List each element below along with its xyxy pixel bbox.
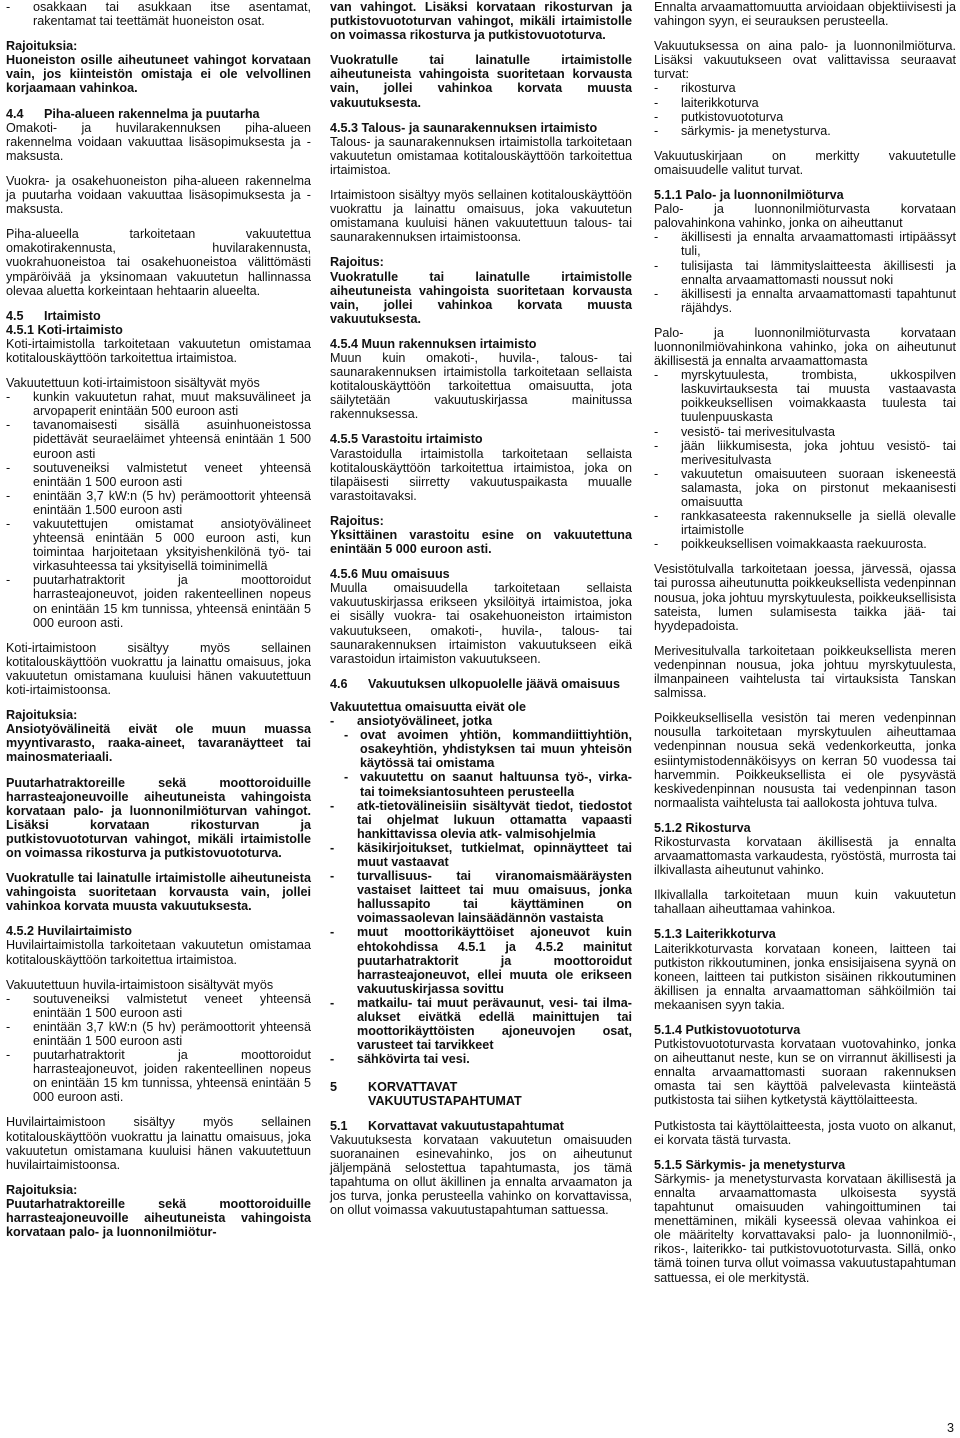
list-item: - jään liikkumisesta, joka johtuu vesistö- tai merivesitulvasta	[654, 438, 956, 467]
paragraph: Varastoidulla irtaimistolla tarkoitetaan sellaista kotitalouskäyttöön tarkoitettua irtaimistoa, joka on tilapäisesti siirretty vakuutuspaikasta muualle varastoitavaksi.	[330, 446, 632, 503]
list-item: - soutuveneiksi valmistetut veneet yhteensä enintään 1 500 euroon asti	[6, 460, 311, 489]
paragraph: Muun kuin omakoti-, huvila-, talous- tai saunarakennuksen irtaimistolla tarkoitetaan sellaista kotitalouskäyttöön tarkoitettua omaisuutta, jota säilytetään vakuutuskirjassa mainitussa rakennuksessa.	[330, 350, 632, 422]
intro-list	[6, 0, 311, 28]
restriction-label: Rajoitus:	[330, 513, 384, 528]
paragraph: Vakuutuksessa on aina palo- ja luonnonilmiöturva. Lisäksi vakuutukseen ovat valittavissa seuraavat turvat:	[654, 39, 956, 82]
list-item: - soutuveneiksi valmistetut veneet yhteensä enintään 1 500 euroon asti	[6, 991, 311, 1020]
paragraph: Ilkivallalla tarkoitetaan muun kuin vakuutetun tahallaan aiheuttamaa vahinkoa.	[654, 888, 956, 917]
paragraph: Rikosturvasta korvataan äkillisestä ja ennalta arvaamattomasta varkaudesta, ryöstöstä, murrosta tai ilkivallasta aiheutunut vahinko.	[654, 834, 956, 878]
restriction-text: Vuokratulle tai lainatulle irtaimistolle aiheutuneista vahingoista suoritetaan korvausta vain, jollei vahinkoa korvata muusta vakuutuksesta.	[330, 53, 632, 110]
bullet-list	[6, 992, 311, 1105]
restriction-text: Puutarhatraktoreille sekä moottoroiduille harrasteajoneuvoille aiheutuneista vahingoista korvataan palo- ja luonnonilmiötur-	[6, 1196, 311, 1240]
restriction-label: Rajoituksia:	[6, 1182, 78, 1197]
list-item: - turvallisuus- tai viranomaismääräysten vastaiset laitteet tai muu omaisuus, jonka hallussapito tai käyttäminen on voimassaolevan lainsäädännön vastaista	[330, 869, 632, 926]
list-item: - matkailu- tai muut perävaunut, vesi- tai ilma-alukset eivätkä edellä mainittujen tai moottorikäyttöisten ajoneuvojen osat, varusteet tai tarvikkeet	[330, 995, 632, 1053]
subsection-heading: 4.5.5 Varastoitu irtaimisto	[330, 432, 483, 447]
paragraph: Poikkeuksellisella vesistön tai meren vedenpinnan nousulla tarkoitetaan myrskytuulen aiheuttamaa vedenpinnan nousua sekä vedenkorkeutta, jonka esiintymistodennäköisyys on kerran 50 vuodessa tai harvemmin. Poikkeuksellista ei ole pysyvästä keskivedenpinnan noususta tai vedenpinnan tason normaalista vaihtelusta tai aallokosta johtuva tulva.	[654, 711, 956, 810]
list-intro: Vakuutettua omaisuutta eivät ole	[330, 699, 526, 714]
paragraph: Palo- ja luonnonilmiöturvasta korvataan luonnonilmiövahinkona vahinko, joka on aiheutunut äkillisestä ja ennalta arvaamattomasta	[654, 325, 956, 369]
subsection-heading: 5.1.3 Laiterikkoturva	[654, 927, 776, 942]
paragraph: Laiterikkoturvasta korvataan koneen, laitteen tai putkiston rikkoutuminen, jonka ensisijaisena syynä on koneen, laitteen tai putkiston sisäinen rikkoutuminen äkillisen ja ennalta arvaamattoman sähköilmiön tai mekaanisen syyn takia.	[654, 941, 956, 1012]
bullet-list	[654, 230, 956, 315]
list-item: - puutarhatraktorit ja moottoroidut harrasteajoneuvot, joiden rakenteellinen nopeus on enintään 15 km tunnissa, yhteensä enintään 5 000 euroon asti.	[6, 1048, 311, 1105]
section-heading: 4.4 Piha-alueen rakennelma ja puutarha	[6, 106, 260, 121]
paragraph: Vakuutuksesta korvataan vakuutetun omaisuuden suoranainen esinevahinko, jos on aiheutunut jäljempänä selostettua tapahtumasta, jos tämä tapahtuma on ollut äkillinen ja ennalta arvaamaton ja jos turva, jonka perusteella vahinko on korvattavissa, on ollut voimassa vakuutustapahtuman sattuessa.	[330, 1132, 632, 1218]
paragraph: Huvilairtaimistolla tarkoitetaan vakuutetun omistamaa kotitalouskäyttöön tarkoitettua irtaimistoa.	[6, 938, 311, 967]
list-item: - muut moottorikäyttöiset ajoneuvot kuin ehtokohdissa 4.5.1 ja 4.5.2 mainitut puutarhatraktorit ja moottoroidut harrasteajoneuvot, ellei muuta ole erikseen vakuutuskirjassa sovittu	[330, 925, 632, 996]
subsection-heading: 4.5.2 Huvilairtaimisto	[6, 924, 132, 939]
list-item: - käsikirjoitukset, tutkielmat, opinnäytteet tai muut vastaavat	[330, 840, 632, 869]
bullet-list	[654, 368, 956, 551]
list-item: - laiterikkoturva	[654, 95, 759, 110]
list-item: - kunkin vakuutetun rahat, muut maksuvälineet ja arvopaperit enintään 500 euroon asti	[6, 390, 311, 419]
restriction-label: Rajoituksia:	[6, 708, 78, 723]
restriction-text: Yksittäinen varastoitu esine on vakuutettuna enintään 5 000 euroon asti.	[330, 528, 632, 557]
paragraph: Merivesitulvalla tarkoitetaan poikkeuksellista meren vedenpinnan nousua, joka johtuu myrskytuulesta, ilmanpaineen vaihtelusta tai virtauksista Tanskan salmissa.	[654, 643, 956, 701]
list-item: - sähkövirta tai vesi.	[330, 1052, 470, 1067]
subsection-heading: 4.5.4 Muun rakennuksen irtaimisto	[330, 336, 537, 351]
restriction-block	[330, 514, 632, 556]
column-right	[654, 0, 956, 1296]
paragraph: Koti-irtaimistolla tarkoitetaan vakuutetun omistamaa kotitalouskäyttöön tarkoitettua irtaimistoa.	[6, 336, 311, 365]
list-item: - myrskytuulesta, trombista, ukkospilven laskuvirtauksesta tai muusta vastaavasta poikkeuksellisen voimakkaasta tuulesta tai tuulenpuuskasta	[654, 368, 956, 425]
subsection-heading: 4.5.6 Muu omaisuus	[330, 567, 450, 582]
restriction-text: Puutarhatraktoreille sekä moottoroiduille harrasteajoneuvoille aiheutuneista vahingoista korvataan palo- ja luonnonilmiöturvan vahingot. Lisäksi korvataan rikosturvan ja putkistovuototurvan vahingot, mikäli irtaimistolle on voimassa rikosturva ja putkistovuototurva.	[6, 775, 311, 860]
subsection-heading: 5.1.5 Särkymis- ja menetysturva	[654, 1157, 846, 1172]
restriction-label: Rajoituksia:	[6, 39, 78, 54]
section-heading: 4.6 Vakuutuksen ulkopuolelle jäävä omaisuus	[330, 676, 620, 691]
list-item: - puutarhatraktorit ja moottoroidut harrasteajoneuvot, joiden rakenteellinen nopeus on enintään 15 km tunnissa, yhteensä enintään 5 000 euroon asti.	[6, 573, 311, 630]
bullet-list	[6, 390, 311, 630]
restriction-text: van vahingot. Lisäksi korvataan rikosturvan ja putkistovuototurvan vahingot, mikäli irtaimistolle on voimassa rikosturva ja putkistovuototurva.	[330, 0, 632, 43]
list-item: - rankkasateesta rakennukselle ja siellä olevalle irtaimistolle	[654, 509, 956, 538]
restriction-label: Rajoitus:	[330, 255, 384, 270]
paragraph: Vakuutuskirjaan on merkitty vakuutetulle omaisuudelle valitut turvat.	[654, 148, 956, 177]
list-item: - vakuutetun omaisuuteen suoraan iskeneestä salamasta, joka on pirstonut mekaanisesti omaisuutta	[654, 466, 956, 509]
paragraph: Palo- ja luonnonilmiöturvasta korvataan palovahinkona vahinko, jonka on aiheuttanut	[654, 202, 956, 231]
paragraph: Omakoti- ja huvilarakennuksen piha-alueen rakennelma voidaan vakuuttaa lisäsopimuksesta ja -maksusta.	[6, 120, 311, 163]
column-middle	[330, 0, 632, 1228]
restriction-block	[330, 255, 632, 325]
list-item: - enintään 3,7 kW:n (5 hv) perämoottorit yhteensä enintään 1.500 euroon asti	[6, 488, 311, 517]
restriction-block	[6, 708, 311, 764]
paragraph: Särkymis- ja menetysturvasta korvataan äkillisestä ja ennalta arvaamattomasta ulkoisesta syystä tapahtunut omaisuuden vahingoittuminen tai menettäminen, mikäli kyseessä olevaa vahinkoa ei ole määritelty korvattavaksi palo- ja luonnonilmiö-, rikos-, laiterikko- tai putkistovuototurvasta. Sillä, onko tämä toinen turva ollut voimassa vakuutustapahtuman sattuessa, ei ole merkitystä.	[654, 1171, 956, 1285]
list-item: - vesistö- tai merivesitulvasta	[654, 424, 835, 439]
paragraph: Vuokra- ja osakehuoneiston piha-alueen rakennelma ja puutarha voidaan vakuuttaa lisäsopimuksesta ja -maksusta.	[6, 173, 311, 217]
paragraph: Putkistosta tai käyttölaitteesta, josta vuoto on alkanut, ei korvata tästä turvasta.	[654, 1118, 956, 1147]
restriction-text: Vuokratulle tai lainatulle irtaimistolle aiheutuneista vahingoista suoritetaan korvausta vain, jollei vahinkoa korvata muusta vakuutuksesta.	[6, 871, 311, 914]
list-item: - äkillisesti ja ennalta arvaamattomasti irtipäässyt tuli,	[654, 230, 956, 259]
subsection-heading: 4.5.3 Talous- ja saunarakennuksen irtaimisto	[330, 120, 598, 135]
list-item: - äkillisesti ja ennalta arvaamattomasti tapahtunut räjähdys.	[654, 286, 956, 315]
restriction-block	[6, 39, 311, 95]
restriction-text: Huoneiston osille aiheutuneet vahingot korvataan vain, jos kiinteistön omistaja ei ole velvollinen korjaamaan vahinkoa.	[6, 53, 311, 96]
subsection-heading: 5.1.1 Palo- ja luonnonilmiöturva	[654, 188, 844, 203]
subsection-heading: 4.5.1 Koti-irtaimisto	[6, 322, 123, 337]
section-title-line: VAKUUTUSTAPAHTUMAT	[368, 1094, 522, 1109]
list-item: - särkymis- ja menetysturva.	[654, 123, 831, 138]
bullet-list	[654, 81, 956, 137]
paragraph: Huvilairtaimistoon sisältyy myös sellainen kotitalouskäyttöön vuokrattu ja lainattu omaisuus, joka vakuutetun omistamana kuuluisi hänen vakuutettuun huvilairtaimistoonsa.	[6, 1115, 311, 1172]
list-item: - tulisijasta tai lämmityslaitteesta äkillisesti ja ennalta arvaamattomasti noussut noki	[654, 258, 956, 287]
list-item: - ansiotyövälineet, jotka	[330, 714, 493, 729]
paragraph: Piha-alueella tarkoitetaan vakuutettua omakotirakennusta, huvilarakennusta, vuokrahuoneistoa tai osakehuoneistoa välittömästi ympäröivää ja yksinomaan vakuutetun hallinnassa olevaa aluetta korkeintaan hehtaarin alueelta.	[6, 227, 311, 298]
list-intro: Vakuutettuun huvila-irtaimistoon sisältyvät myös	[6, 977, 274, 992]
column-left	[6, 0, 311, 1239]
paragraph: Irtaimistoon sisältyy myös sellainen kotitalouskäyttöön vuokrattu ja lainattu omaisuus, joka vakuutetun omistamana kuuluisi hänen vakuutettuun talous- tai saunarakennuksen irtaimistoonsa.	[330, 188, 632, 245]
section-heading: 4.5 Irtaimisto	[6, 308, 101, 323]
paragraph: Talous- ja saunarakennuksen irtaimistolla tarkoitetaan vakuutetun omistamaa kotitalouskäyttöön tarkoitettua irtaimistoa.	[330, 134, 632, 177]
paragraph: Putkistovuototurvasta korvataan vuotovahinko, jonka on aiheuttanut neste, kun se on virrannut äkillisesti ja ennalta arvaamattomasti suoraan rakennuksen omasta tai sen käyttöä palvelevasta kiinteästä putkistosta tai siihen kytketystä käyttölaitteesta.	[654, 1037, 956, 1108]
list-item: - osakkaan tai asukkaan itse asentamat, rakentamat tai teettämät huoneiston osat.	[6, 0, 311, 29]
list-subitem: - ovat avoimen yhtiön, kommandiittiyhtiön, osakeyhtiön, yhdistyksen tai muun yhteisön käytössä tai omistama	[344, 728, 632, 771]
restriction-text: Ansiotyövälineitä eivät ole muun muassa myyntivarasto, raaka-aineet, tavaranäytteet tai mainosmateriaali.	[6, 722, 311, 765]
list-item: - rikosturva	[654, 81, 736, 96]
subsection-heading: 5.1.4 Putkistovuototurva	[654, 1023, 801, 1037]
list-item: - enintään 3,7 kW:n (5 hv) perämoottorit yhteensä enintään 1 500 euroon asti	[6, 1019, 311, 1048]
list-item: - poikkeuksellisen voimakkaasta raekuurosta.	[654, 537, 927, 552]
paragraph: Muulla omaisuudella tarkoitetaan sellaista vakuutuskirjassa erikseen yksilöityä irtaimistoa, joka ei sisälly vuokra- tai osakehuoneiston irtaimiston vakuutukseen, omakoti-, huvila-, talous- tai saunarakennuksen irtaimiston vakuutukseen eikä varastoidun irtaimiston vakuutukseen.	[330, 581, 632, 666]
list-intro: Vakuutettuun koti-irtaimistoon sisältyvät myös	[6, 376, 260, 391]
section-title-line: KORVATTAVAT	[368, 1080, 458, 1095]
section-heading: 5.1 Korvattavat vakuutustapahtumat	[330, 1118, 564, 1133]
list-item: - putkistovuototurva	[654, 109, 784, 124]
list-item: - vakuutettujen omistamat ansiotyövälineet yhteensä enintään 5 000 euroon asti, kun toimintaa harjoitetaan yksityishenkilönä työ- tai virkasuhteessa tai yksityisellä toiminimellä	[6, 517, 311, 574]
restriction-text: Vuokratulle tai lainatulle irtaimistolle aiheutuneista vahingoista suoritetaan korvausta vain, jollei vahinkoa korvata muusta vakuutuksesta.	[330, 269, 632, 326]
subsection-heading: 5.1.2 Rikosturva	[654, 820, 751, 835]
list-item: - atk-tietovälineisiin sisältyvät tiedot, tiedostot tai ohjelmat lukuun ottamatta vapaasti hankittavissa olevia atk- valmisohjelmia	[330, 798, 632, 841]
paragraph: Koti-irtaimistoon sisältyy myös sellainen kotitalouskäyttöön vuokrattu ja lainattu omaisuus, joka vakuutetun omistamana kuuluisi hänen vakuutettuun koti-irtaimistoonsa.	[6, 640, 311, 698]
paragraph: Ennalta arvaamattomuutta arvioidaan objektiivisesti ja vahingon syyn, ei seurauksen perusteella.	[654, 0, 956, 29]
page-number: 3	[946, 1421, 954, 1435]
list-subitem: - vakuutettu on saanut haltuunsa työ-, virka- tai toimeksiantosuhteen perusteella	[344, 770, 632, 799]
list-item: - tavanomaisesti sisällä asuinhuoneistossa pidettävät seuraeläimet yhteensä enintään 1 500 euroon asti	[6, 418, 311, 461]
section-heading: 5 KORVATTAVAT VAKUUTUSTAPAHTUMAT	[330, 1080, 522, 1109]
exclusion-list	[330, 714, 632, 1066]
paragraph: Vesistötulvalla tarkoitetaan joessa, järvessä, ojassa tai purossa aiheutunutta poikkeuksellista vedenpinnan nousua, joka johtuu myrskytuulesta, poikkeuksellisista sateista, lumen sulamisesta taikka jää- tai hyydepadoista.	[654, 562, 956, 633]
